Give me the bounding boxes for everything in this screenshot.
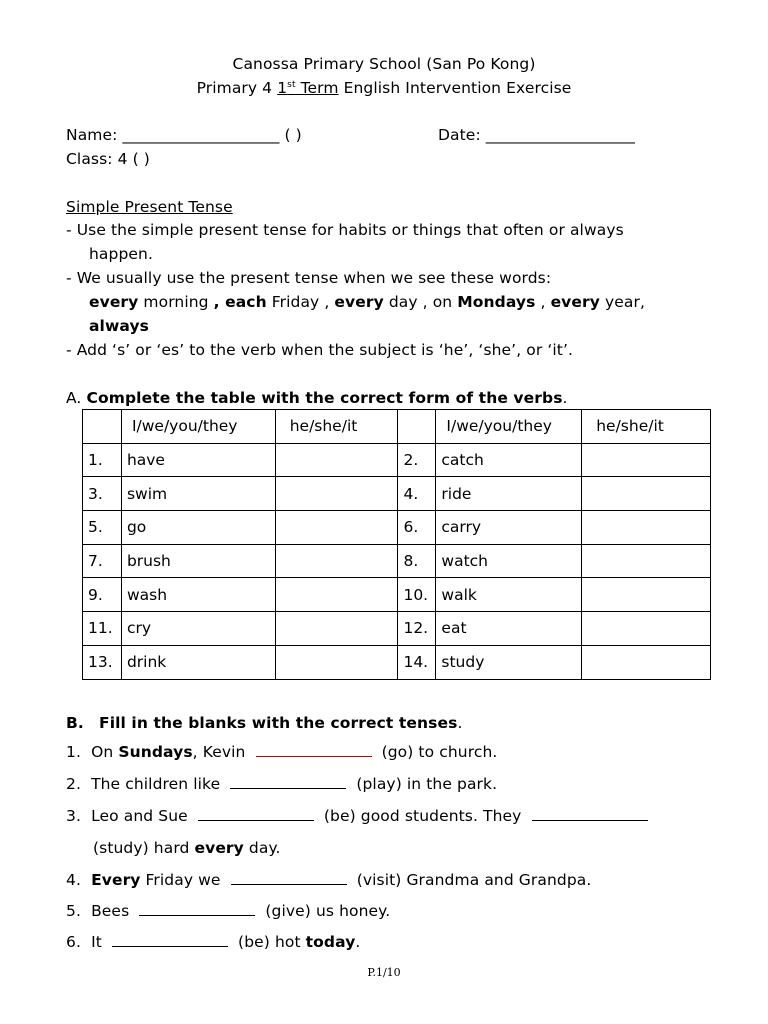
base-verb: ride <box>436 477 582 511</box>
question-text: Friday we <box>140 871 221 889</box>
rule-3: - Add ‘s’ or ‘es’ to the verb when the subject is ‘he’, ‘she’, or ‘it’. <box>66 341 574 359</box>
answer-cell[interactable] <box>582 477 711 511</box>
question-text: day. <box>243 839 281 857</box>
question-number: 6. <box>66 933 81 951</box>
base-verb: catch <box>436 443 582 477</box>
class-field-label: Class: 4 ( ) <box>66 150 150 168</box>
keyword-list <box>89 292 645 312</box>
question-number: 1. <box>66 743 81 761</box>
table-header-cell: he/she/it <box>275 410 398 444</box>
table-row <box>83 511 711 545</box>
question-hint: (give) us honey. <box>265 902 391 920</box>
question-text: (study) hard <box>93 839 195 857</box>
keyword-every: every <box>89 293 139 311</box>
name-field-label: Name: ____________________ ( ) <box>66 126 302 144</box>
table-row <box>83 612 711 646</box>
answer-cell[interactable] <box>275 645 398 679</box>
question-keyword: today <box>305 933 356 951</box>
question-3 <box>66 806 648 826</box>
page-number: P.1/10 <box>367 966 401 979</box>
base-verb: go <box>121 511 275 545</box>
term-word: Term <box>295 79 339 97</box>
item-number: 12. <box>398 612 436 646</box>
table-header-cell: I/we/you/they <box>436 410 582 444</box>
rule-2: - We usually use the present tense when we see these words: <box>66 269 552 287</box>
item-number: 1. <box>83 443 122 477</box>
answer-blank-2[interactable] <box>230 774 346 789</box>
question-3-continued <box>93 838 281 858</box>
keyword-text: year, <box>599 293 645 311</box>
base-verb: brush <box>121 544 275 578</box>
answer-blank-5[interactable] <box>139 901 255 916</box>
section-a-instruction: Complete the table with the correct form of the verbs <box>86 389 563 407</box>
answer-blank-4[interactable] <box>231 870 347 885</box>
question-6 <box>66 932 360 952</box>
base-verb: watch <box>436 544 582 578</box>
answer-cell[interactable] <box>275 612 398 646</box>
term-superscript: st <box>287 80 296 90</box>
base-verb: have <box>121 443 275 477</box>
question-number: 3. <box>66 807 81 825</box>
question-hint: (be) hot <box>238 933 306 951</box>
answer-cell[interactable] <box>275 477 398 511</box>
keyword-each: , each <box>213 293 267 311</box>
item-number: 5. <box>83 511 122 545</box>
date-field-label: Date: ___________________ <box>438 126 635 144</box>
question-text: It <box>91 933 102 951</box>
base-verb: cry <box>121 612 275 646</box>
item-number: 3. <box>83 477 122 511</box>
keyword-text: morning <box>138 293 214 311</box>
term-label <box>277 79 338 97</box>
item-number: 8. <box>398 544 436 578</box>
answer-cell[interactable] <box>275 578 398 612</box>
question-number: 5. <box>66 902 81 920</box>
section-a-letter: A. <box>66 389 87 407</box>
base-verb: wash <box>121 578 275 612</box>
keyword-every: every <box>334 293 384 311</box>
question-text: The children like <box>91 775 221 793</box>
question-text: Bees <box>91 902 130 920</box>
answer-cell[interactable] <box>275 443 398 477</box>
question-hint: (be) good students. They <box>323 807 522 825</box>
section-a-title <box>66 388 568 408</box>
answer-cell[interactable] <box>582 544 711 578</box>
base-verb: swim <box>121 477 275 511</box>
table-header-cell: he/she/it <box>582 410 711 444</box>
question-4 <box>66 870 591 890</box>
table-row <box>83 578 711 612</box>
rule-1-line-b: happen. <box>89 245 153 263</box>
question-keyword: Sundays <box>118 743 193 761</box>
answer-blank-6[interactable] <box>112 932 228 947</box>
question-number: 4. <box>66 871 81 889</box>
table-header-row <box>83 410 711 444</box>
table-row <box>83 544 711 578</box>
section-b-title <box>66 713 462 733</box>
item-number: 2. <box>398 443 436 477</box>
table-row <box>83 443 711 477</box>
item-number: 10. <box>398 578 436 612</box>
item-number: 11. <box>83 612 122 646</box>
answer-blank-1[interactable] <box>256 742 372 757</box>
table-row <box>83 477 711 511</box>
answer-blank-3a[interactable] <box>198 806 314 821</box>
verb-table-body <box>83 410 711 680</box>
answer-blank-3b[interactable] <box>532 806 648 821</box>
school-name: Canossa Primary School (San Po Kong) <box>232 55 536 73</box>
section-b-period: . <box>457 714 463 732</box>
question-2 <box>66 774 497 794</box>
title-prefix: Primary 4 <box>196 79 278 97</box>
question-text: , Kevin <box>192 743 246 761</box>
question-text: . <box>355 933 361 951</box>
table-row <box>83 645 711 679</box>
item-number: 13. <box>83 645 122 679</box>
item-number: 9. <box>83 578 122 612</box>
base-verb: walk <box>436 578 582 612</box>
question-1 <box>66 742 497 762</box>
section-b-instruction: Fill in the blanks with the correct tenses <box>99 714 458 732</box>
notes-heading: Simple Present Tense <box>66 198 233 216</box>
answer-cell[interactable] <box>582 578 711 612</box>
question-number: 2. <box>66 775 81 793</box>
table-header-cell <box>398 410 436 444</box>
section-a-period: . <box>562 389 568 407</box>
keyword-every: every <box>550 293 600 311</box>
term-number: 1 <box>277 79 288 97</box>
keyword-always-line <box>89 316 149 336</box>
question-text: Leo and Sue <box>91 807 188 825</box>
question-text: On <box>91 743 119 761</box>
answer-cell[interactable] <box>582 612 711 646</box>
title-suffix: English Intervention Exercise <box>338 79 572 97</box>
answer-cell[interactable] <box>275 511 398 545</box>
answer-cell[interactable] <box>582 443 711 477</box>
item-number: 6. <box>398 511 436 545</box>
question-keyword: Every <box>91 871 141 889</box>
question-hint: (play) in the park. <box>356 775 498 793</box>
item-number: 4. <box>398 477 436 511</box>
base-verb: study <box>436 645 582 679</box>
keyword-mondays: Mondays <box>457 293 536 311</box>
base-verb: carry <box>436 511 582 545</box>
verb-table <box>82 409 711 680</box>
keyword-text: day , on <box>383 293 458 311</box>
keyword-text: Friday , <box>266 293 335 311</box>
table-header-cell: I/we/you/they <box>121 410 275 444</box>
question-keyword: every <box>194 839 244 857</box>
answer-cell[interactable] <box>582 511 711 545</box>
item-number: 7. <box>83 544 122 578</box>
question-hint: (visit) Grandma and Grandpa. <box>356 871 592 889</box>
question-5 <box>66 901 390 921</box>
item-number: 14. <box>398 645 436 679</box>
question-hint: (go) to church. <box>381 743 498 761</box>
keyword-text: , <box>535 293 551 311</box>
answer-cell[interactable] <box>582 645 711 679</box>
keyword-always: always <box>89 317 150 335</box>
rule-1-line-a: - Use the simple present tense for habits or things that often or always <box>66 221 624 239</box>
exercise-title <box>0 78 768 98</box>
base-verb: eat <box>436 612 582 646</box>
section-b-letter: B. <box>66 714 84 732</box>
table-header-cell <box>83 410 122 444</box>
answer-cell[interactable] <box>275 544 398 578</box>
base-verb: drink <box>121 645 275 679</box>
